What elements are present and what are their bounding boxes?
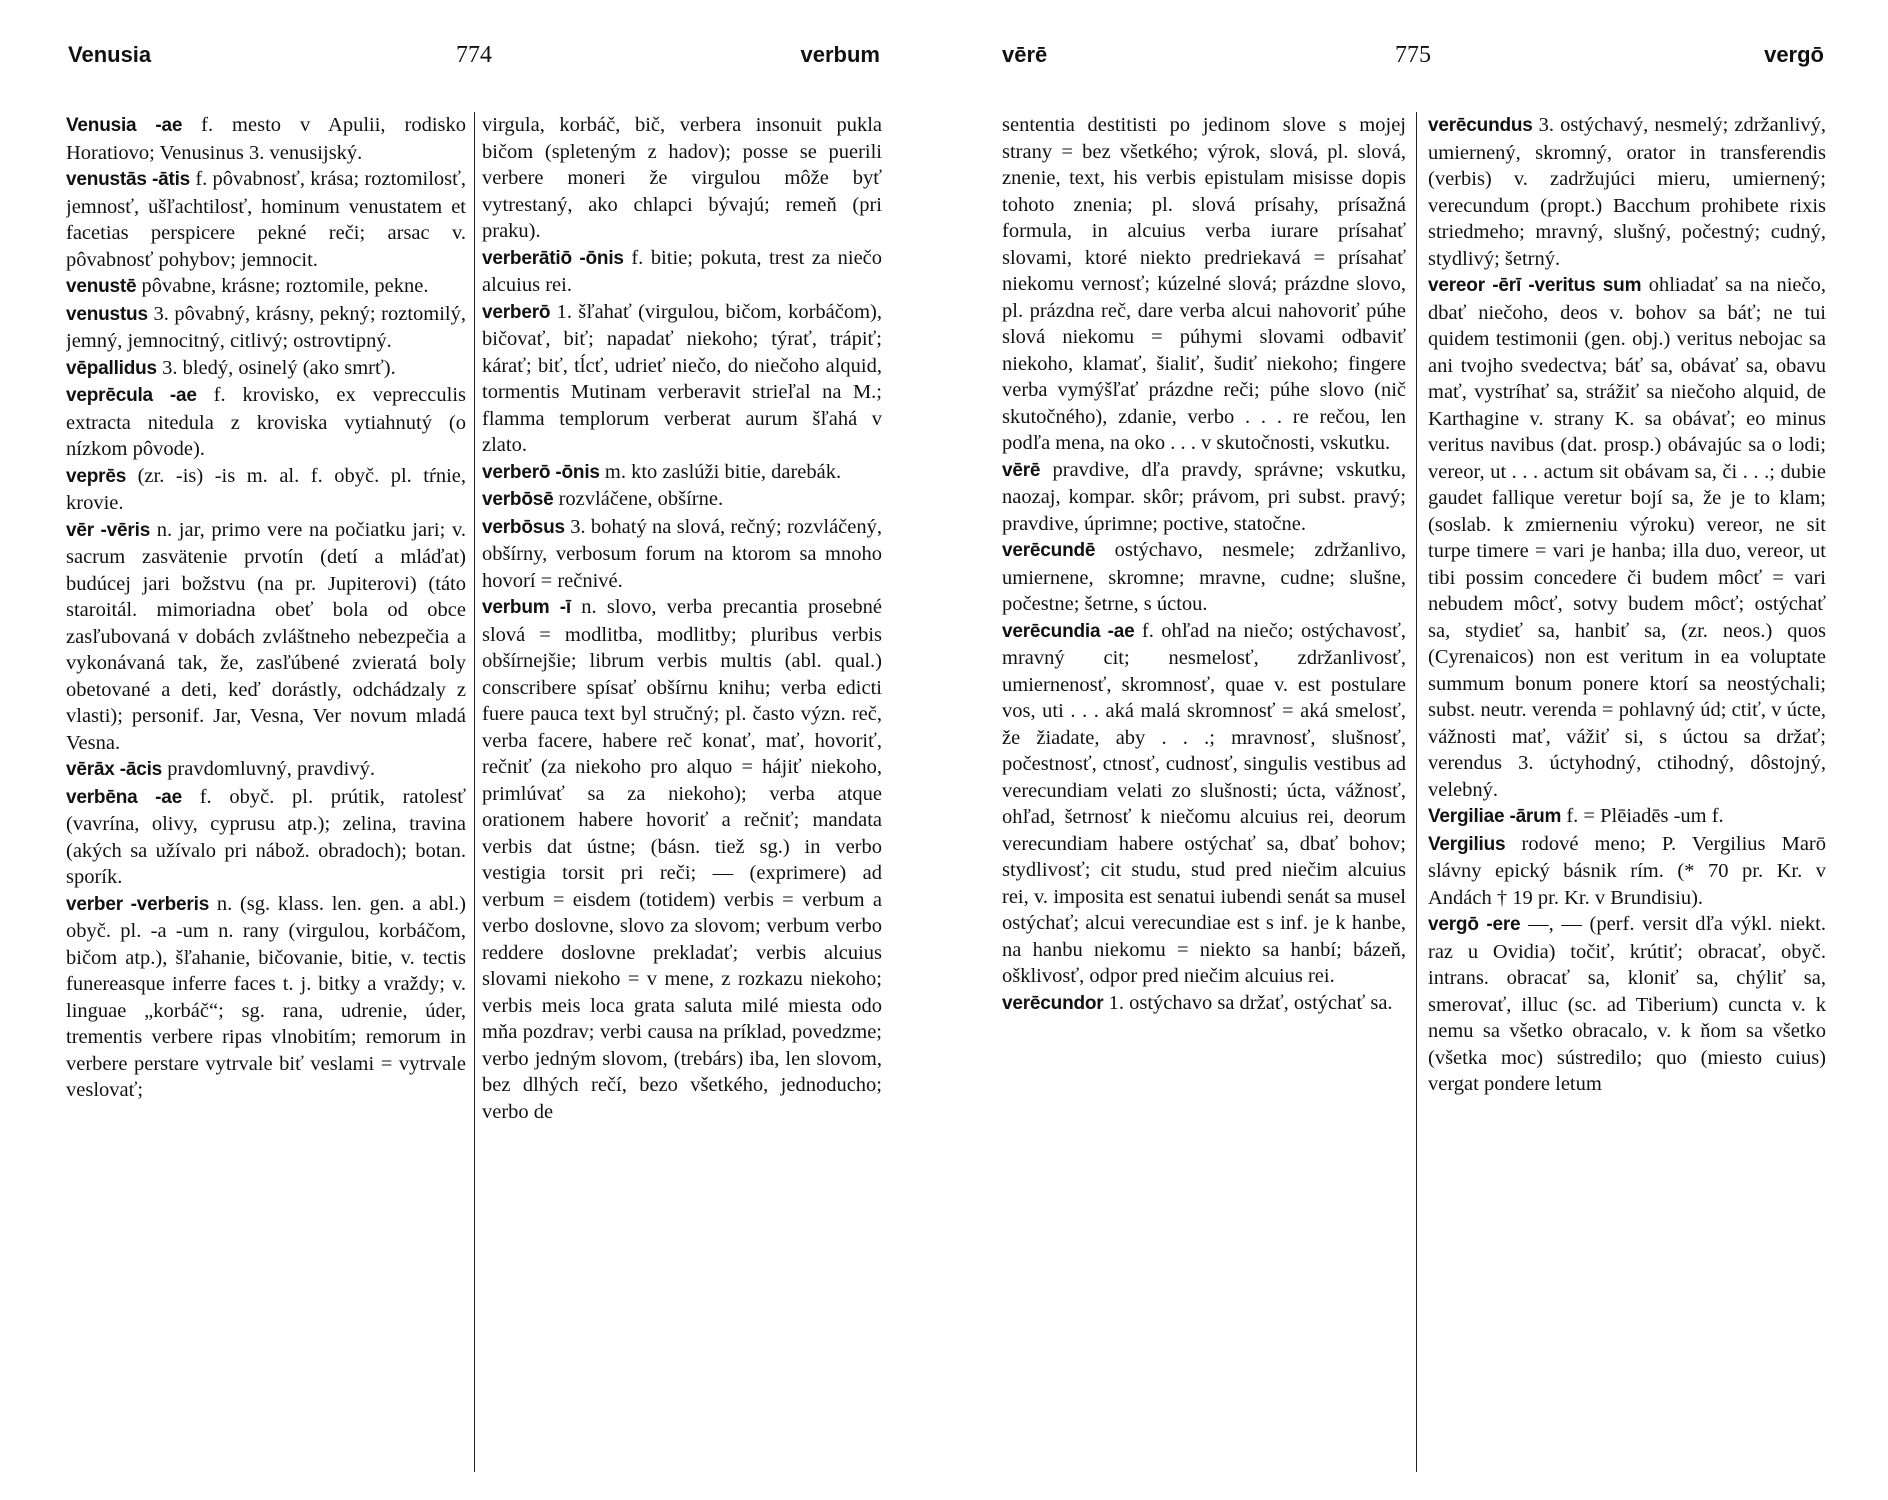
entry-definition: n. (sg. klass. len. gen. a abl.) obyč. pl. -a -um n. rany (virgulou, korbáčom, bičom atp.), šľahanie, bičovanie, bitie, v. tectis funereasque inferre faces t. j. bitky a vraždy; v. linguae „korbáč“; sg. rana, udrenie, úder, trementis verbere ripas vlnobitím; remorum in verbere perstare vytrvale biť veslami = vytrvale veslovať; xyxy=(66,892,466,1101)
entry-definition: virgula, korbáč, bič, verbera insonuit pukla bičom (spleteným z hadov); posse se puerili verbere moneri že virgulou môže byť vytrestaný, ako chlapci bývajú; remeň (pri praku). xyxy=(482,114,882,242)
dictionary-entry xyxy=(66,273,466,301)
entry-definition: ohliadať sa na niečo, dbať niečoho, deos v. bohov sa báť; ne tui quidem testimonii (gen. obj.) veritus nebojac sa ani tvojho svedectva; báť sa, obávať sa, obavu mať, vystríhať sa, strážiť sa niečoho alquid, de Karthagine v. strany K. sa obávať; eo minus veritus navibus (dat. prosp.) obávajúc sa o lodi; vereor, ut . . . actum sit obávam sa, či . . .; dubie gaudet fallique veretur bojí sa, že je to klam; (soslab. k zmierneniu výroku) vereor, ne sit turpe timere = vari je hanba; illa duo, vereor, ut tibi possim concedere či budem môcť = vari nebudem môcť, sotvy budem môcť; ostýchať sa, stydieť sa, hanbiť sa, (zr. neos.) quos (Cyrenaicos) non est veritum in ea voluptate summum bonum ponere ktorí sa neostýchali; subst. neutr. verenda = pohlavný úd; ctiť, v úcte, vážnosti mať, vážiť si, s úctou sa držať; verendus 3. úctyhodný, ctihodný, dôstojný, velebný. xyxy=(1428,274,1826,801)
entry-headword: vēpallidus xyxy=(66,357,157,379)
entry-definition: —, — (perf. versit dľa výkl. niekt. raz u Ovidia) točiť, krútiť; obracať, obyč. intrans. obracať sa, kloniť sa, chýliť sa, smerovať, illuc (sc. ad Tiberium) cuncta v. k nemu sa všetko obracalo, v. k ňom sa všetko (všetka moc) sústredilo; quo (miesto cuius) vergat pondere letum xyxy=(1428,913,1826,1095)
entry-headword: vērāx -ācis xyxy=(66,759,163,780)
entry-headword: verēcundor xyxy=(1002,992,1104,1014)
dictionary-entry xyxy=(1428,112,1826,272)
entry-headword: veprēcula -ae xyxy=(66,385,197,406)
left-running-head-last: verbum xyxy=(800,42,880,67)
right-column-2 xyxy=(1428,112,1826,1472)
right-page xyxy=(944,0,1888,1500)
entry-definition: ostýchavo, nesmele; zdržanlivo, umiernene, skromne; mravne, cudne; slušne, počestne; šetrne, s úctou. xyxy=(1002,539,1406,615)
entry-headword: venustē xyxy=(66,276,137,297)
entry-definition: 3. bohatý na slová, rečný; rozvláčený, obšírny, verbosum forum na ktorom sa mnoho hovorí = rečnivé. xyxy=(482,515,882,592)
dictionary-entry xyxy=(1428,831,1826,912)
entry-definition: rozvláčene, obšírne. xyxy=(558,488,724,510)
entry-definition: pôvabne, krásne; roztomile, pekne. xyxy=(141,275,429,297)
right-running-head-first: vērē xyxy=(1002,42,1048,67)
column-divider xyxy=(474,112,475,1472)
entry-definition: f. pôvabnosť, krása; roztomilosť, jemnosť, ušľachtilosť, hominum venustatem et facetias perspicere pekné reči; arsac v. pôvabnosť pohybov; jemnocit. xyxy=(66,168,466,271)
entry-headword: verēcundē xyxy=(1002,540,1096,561)
entry-headword: verberō -ōnis xyxy=(482,461,600,483)
dictionary-entry xyxy=(66,891,466,1104)
dictionary-entry xyxy=(66,112,466,166)
entry-definition: f. mesto v Apulii, rodisko Horatiovo; Venusinus 3. venusijský. xyxy=(66,114,466,164)
right-page-number: 775 xyxy=(1395,42,1431,68)
entry-definition: f. krovisko, ex veprecculis extracta nitedula z kroviska vytiahnutý (o nízkom pôvode). xyxy=(66,384,466,460)
entry-definition: pravdive, dľa pravdy, správne; vskutku, naozaj, kompar. skôr; právom, pri subst. pravý; pravdive, úprimne; poctive, statočne. xyxy=(1002,458,1406,535)
dictionary-entry xyxy=(482,514,882,595)
entry-headword: Vergiliae -ārum xyxy=(1428,806,1562,827)
right-column-1 xyxy=(1002,112,1406,1472)
dictionary-entry xyxy=(66,355,466,383)
entry-definition: 1. ostýchavo sa držať, ostýchať sa. xyxy=(1108,991,1393,1014)
column-divider xyxy=(1416,112,1417,1472)
entry-headword: verber -verberis xyxy=(66,893,210,915)
dictionary-entry xyxy=(1002,457,1406,538)
dictionary-entry xyxy=(66,382,466,463)
entry-definition: f. obyč. pl. prútik, ratolesť (vavrína, olivy, cyprusu atp.); zelina, travina (akých sa užívalo pri nábož. obradoch); botan. sporík. xyxy=(66,785,466,888)
entry-headword: venustus xyxy=(66,303,148,325)
dictionary-entry xyxy=(1428,803,1826,831)
entry-headword: verēcundus xyxy=(1428,115,1533,136)
left-running-head-first: Venusia xyxy=(68,42,152,67)
entry-headword: verbum -ī xyxy=(482,597,571,618)
entry-headword: vēr -vēris xyxy=(66,519,151,541)
entry-headword: verbēna -ae xyxy=(66,786,182,808)
dictionary-entry xyxy=(482,486,882,514)
entry-headword: verberātiō -ōnis xyxy=(482,247,624,269)
right-page-header xyxy=(1002,42,1824,78)
entry-headword: verbōsus xyxy=(482,516,565,538)
dictionary-entry xyxy=(1002,990,1406,1018)
entry-definition: n. jar, primo vere na počiatku jari; v. sacrum zasvätenie prvotín (detí a mláďat) budúcej jari božstvu (na pr. Jupiterovi) (táto staroitál. mimoriadna obeť bola od obce zasľubovaná v dobách zvláštneho nebezpečia a vykonávaná tak, že, zasľúbené zvieratá boly obetované a deti, keď dorástly, odchádzaly z vlasti); personif. Jar, Vesna, Ver novum mladá Vesna. xyxy=(66,518,466,754)
entry-definition: (zr. -is) -is m. al. f. obyč. pl. tŕnie, krovie. xyxy=(66,464,466,514)
entry-headword: veprēs xyxy=(66,465,127,487)
dictionary-entry xyxy=(66,301,466,355)
entry-definition: m. kto zaslúži bitie, darebák. xyxy=(604,460,842,483)
dictionary-entry xyxy=(482,459,882,487)
entry-headword: vērē xyxy=(1002,459,1041,481)
dictionary-entry xyxy=(482,594,882,1125)
dictionary-entry xyxy=(66,463,466,517)
entry-definition: f. = Plēiadēs -um f. xyxy=(1566,805,1724,827)
left-page-header xyxy=(68,42,880,78)
entry-definition: sententia destitisti po jedinom slove s mojej strany = bez všetkého; výrok, slová, pl. slová, znenie, text, his verbis epistulam misisse dopis tohoto znenia; pl. slová prísahy, prísažná formula, in alcuius verba iurare prísahať slovami, ktoré niekto predriekavá = prísahať niekomu vernosť; kúzelné slová; prázdne slovo, pl. prázdna reč, dare verba alcui nahovoriť púhe slová niekomu = púhymi slovami odbaviť niekoho, klamať, šialiť, šudiť niekoho; fingere verba vymýšľať prázdne reči; púhe slovo (nič skutočného), zdanie, verbo . . . re rečou, len podľa mena, na oko . . . v skutočnosti, vskutku. xyxy=(1002,114,1406,454)
dictionary-entry xyxy=(482,245,882,299)
entry-headword: verbōsē xyxy=(482,489,554,510)
entry-headword: Venusia -ae xyxy=(66,115,183,136)
dictionary-entry xyxy=(482,299,882,459)
entry-definition: rodové meno; P. Vergilius Marō slávny epický básnik rím. (* 70 pr. Kr. v Andách † 19 pr. Kr. v Brundisiu). xyxy=(1428,832,1826,909)
entry-definition: 3. ostýchavý, nesmelý; zdržanlivý, umiernený, skromný, orator in transferendis (verbis) v. zadržujúci mieru, umiernený; verecundum (propt.) Bacchum prohibete rixis striedmeho; mravný, slušný, počestný; cudný, stydlivý; šetrný. xyxy=(1428,114,1826,270)
entry-definition: pravdomluvný, pravdivý. xyxy=(167,758,376,780)
entry-definition: f. ohľad na niečo; ostýchavosť, mravný cit; nesmelosť, zdržanlivosť, umiernenosť, skromnosť, quae v. est postulare vos, uti . . . aká malá skromnosť = aká smelosť, že žiadate, aby . . .; mravnosť, slušnosť, počestnosť, ctnosť, cudnosť, singulis vestibus ad verecundiam velati zo slušnosti; úcta, vážnosť, ohľad, šetrnosť k niečomu alcuius rei, deorum verecundiam habere ostýchať sa, dbať bohov; stydlivosť; cit studu, stud pred niečim alcuius rei, v. imposita est senatui iubendi senát sa musel ostýchať; alcui verecundiae est s inf. je k hanbe, na hanbu niekomu = niekto sa hanbí; bázeň, ošklivosť, odpor pred niečim alcuius rei. xyxy=(1002,619,1406,987)
entry-headword: verberō xyxy=(482,301,551,323)
right-running-head-last: vergō xyxy=(1764,42,1824,67)
entry-definition: 3. bledý, osinelý (ako smrť). xyxy=(162,356,396,379)
entry-headword: venustās -ātis xyxy=(66,169,191,190)
dictionary-entry xyxy=(66,517,466,757)
left-column-1 xyxy=(66,112,466,1472)
dictionary-entry xyxy=(1002,112,1406,457)
entry-definition: 1. šľahať (virgulou, bičom, korbáčom), bičovať, biť; napadať niekoho; týrať, trápiť; kárať; biť, tĺcť, udrieť niečo, do niečoho alquid, tormentis Mutinam verberavit strieľal na M.; flamma templorum verberat aurum šľahá v zlato. xyxy=(482,300,882,456)
entry-definition: 3. pôvabný, krásny, pekný; roztomilý, jemný, jemnocitný, citlivý; ostrovtipný. xyxy=(66,302,466,352)
entry-headword: vergō -ere xyxy=(1428,914,1521,935)
entry-headword: Vergilius xyxy=(1428,833,1506,855)
dictionary-entry xyxy=(1428,911,1826,1098)
entry-definition: n. slovo, verba precantia prosebné slová = modlitba, modlitby; pluribus verbis obšírnejšie; librum verbis multis (abl. qual.) conscribere spísať obšírnu knihu; verba edicti fuere pauca text byl stručný; pl. často význ. reč, verba facere, habere reč konať, mať, hovoriť, rečniť (za niekoho pro alquo = hájiť niekoho, primlúvať sa za niekoho); verba atque orationem habere hovoriť a rečniť; mandata verbis dat ústne; (básn. tiež sg.) in verbo vestigia torsit pri reči; — (exprimere) ad verbum = eisdem (totidem) verbis = verbum a verbo doslovne, slovo za slovom; verbum verbo reddere doslovne prekladať; verbis alcuius slovami niekoho = v mene, z rozkazu niekoho; verbis meis loca grata saluta milé miesta odo mňa pozdrav; verbi causa na príklad, povedzme; verbo jedným slovom, (trebárs) iba, len slovom, bez dlhých rečí, bezo všetkého, jednoducho; verbo de xyxy=(482,596,882,1123)
dictionary-entry xyxy=(66,166,466,273)
left-column-2 xyxy=(482,112,882,1472)
entry-headword: vereor -ērī -veritus sum xyxy=(1428,275,1642,296)
dictionary-entry xyxy=(66,756,466,784)
entry-definition: f. bitie; pokuta, trest za niečo alcuius rei. xyxy=(482,246,882,296)
dictionary-entry xyxy=(1428,272,1826,803)
dictionary-entry xyxy=(482,112,882,245)
left-page-number: 774 xyxy=(456,42,492,68)
dictionary-entry xyxy=(1002,618,1406,990)
entry-headword: verēcundia -ae xyxy=(1002,620,1135,642)
dictionary-entry xyxy=(1002,537,1406,618)
dictionary-entry xyxy=(66,784,466,891)
